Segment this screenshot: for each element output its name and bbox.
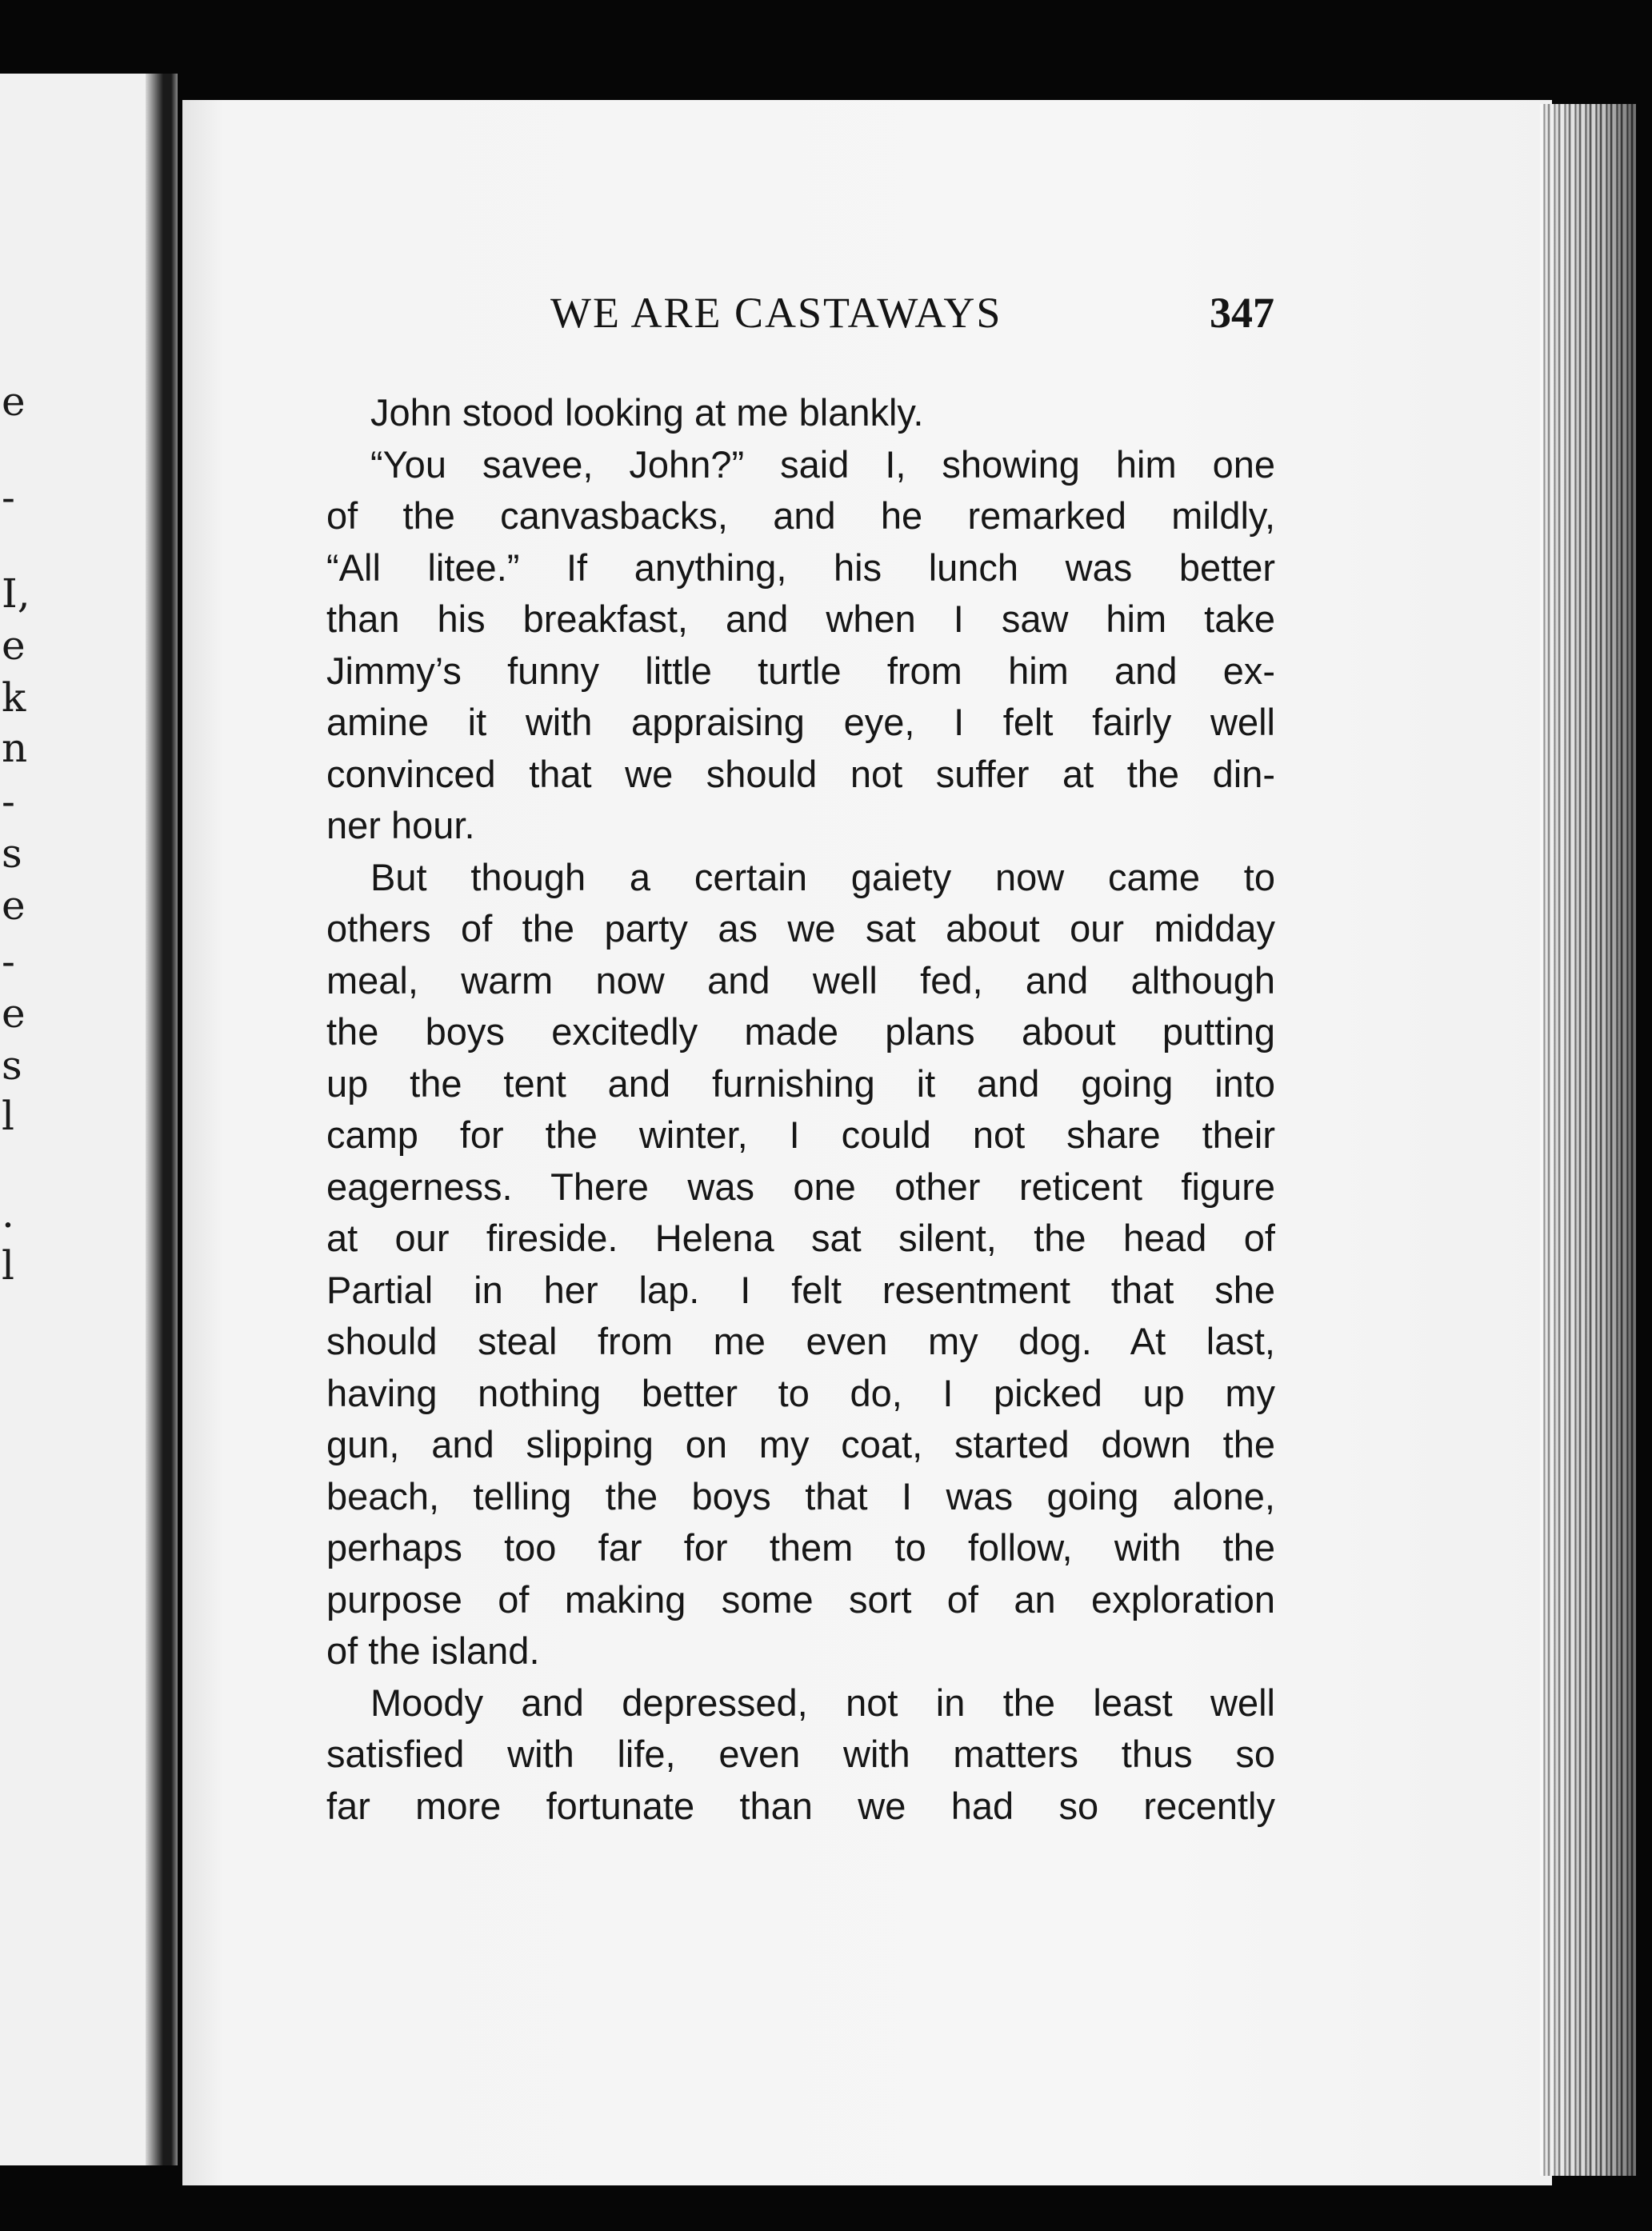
- page-edges-shadow: [1540, 104, 1636, 2176]
- text-line: meal, warm now and well fed, and although: [326, 958, 1275, 1002]
- text-line: of the island.: [326, 1629, 540, 1672]
- text-line: amine it with appraising eye, I felt fairly well: [326, 701, 1275, 743]
- text-line: Partial in her lap. I felt resentment that she: [326, 1268, 1275, 1311]
- previous-page-fragment: e: [2, 990, 26, 1037]
- text-line: Jimmy’s funny little turtle from him and ex-: [326, 649, 1275, 692]
- previous-page-fragment: s: [2, 830, 22, 877]
- text-line: convinced that we should not suffer at the din-: [326, 752, 1275, 795]
- previous-page-fragment: I,: [2, 570, 30, 617]
- previous-page-fragment: e: [2, 378, 26, 425]
- text-line: should steal from me even my dog. At last,: [326, 1320, 1275, 1362]
- text-line: camp for the winter, I could not share their: [326, 1114, 1275, 1156]
- text-line: perhaps too far for them to follow, with the: [326, 1526, 1275, 1569]
- running-head: WE ARE CASTAWAYS: [550, 289, 1002, 337]
- book-gutter: [146, 74, 178, 2165]
- previous-page-fragment: -: [2, 778, 15, 825]
- text-line: beach, telling the boys that I was going alone,: [326, 1474, 1275, 1517]
- previous-page-fragment: .: [2, 1190, 14, 1237]
- previous-page-fragment: l: [2, 1242, 14, 1289]
- page-number: 347: [1210, 289, 1274, 337]
- previous-page-fragment: -: [2, 474, 15, 521]
- previous-page-fragment: n: [2, 725, 28, 771]
- text-line: eagerness. There was one other reticent figure: [326, 1165, 1275, 1208]
- previous-page-fragment: s: [2, 1042, 22, 1089]
- text-line: “You savee, John?” said I, showing him one: [370, 442, 1275, 486]
- previous-page-fragment: -: [2, 938, 15, 985]
- text-line: than his breakfast, and when I saw him take: [326, 598, 1275, 640]
- body-text: [326, 387, 1275, 1832]
- text-line: gun, and slipping on my coat, started down the: [326, 1423, 1275, 1465]
- text-line: far more fortunate than we had so recently: [326, 1784, 1275, 1827]
- previous-page-fragment: l: [2, 1093, 14, 1139]
- text-line: John stood looking at me blankly.: [370, 391, 924, 434]
- previous-page-fragment: k: [2, 674, 26, 721]
- text-line: “All litee.” If anything, his lunch was better: [326, 546, 1275, 589]
- text-line: But though a certain gaiety now came to: [370, 855, 1275, 898]
- text-line: purpose of making some sort of an exploration: [326, 1577, 1275, 1621]
- text-line: of the canvasbacks, and he remarked mildly,: [326, 494, 1275, 537]
- previous-page-fragment: e: [2, 622, 26, 669]
- text-line: ner hour.: [326, 804, 475, 846]
- text-line: satisfied with life, even with matters thus so: [326, 1733, 1275, 1775]
- text-line: others of the party as we sat about our midday: [326, 907, 1275, 950]
- text-line: the boys excitedly made plans about putting: [326, 1010, 1275, 1053]
- text-line: Moody and depressed, not in the least well: [370, 1681, 1275, 1724]
- text-line: up the tent and furnishing it and going into: [326, 1062, 1275, 1105]
- previous-page-fragment: e: [2, 882, 26, 929]
- text-line: having nothing better to do, I picked up my: [326, 1371, 1275, 1414]
- text-line: at our fireside. Helena sat silent, the head of: [326, 1217, 1275, 1259]
